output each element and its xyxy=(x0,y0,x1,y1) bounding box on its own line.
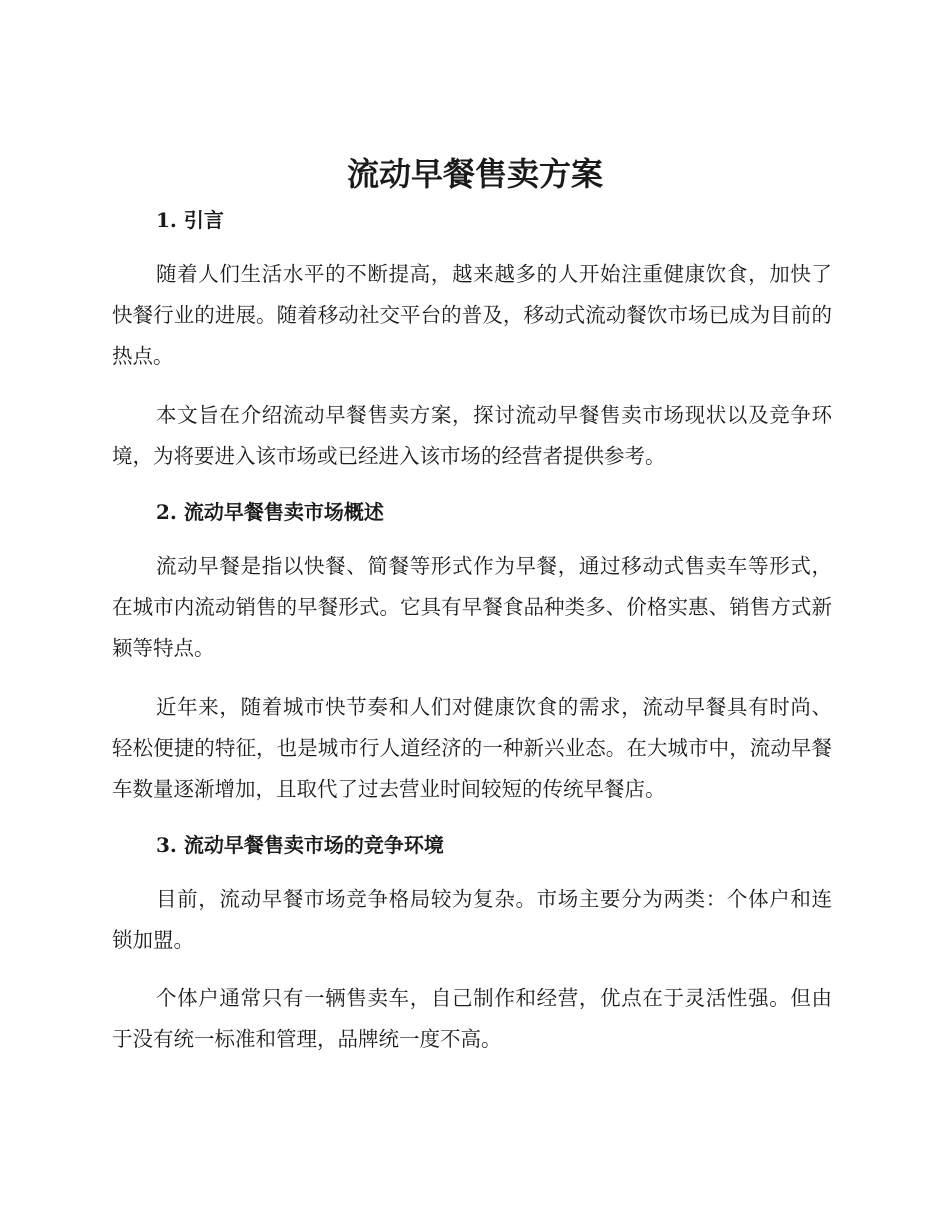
section-heading-market-overview: 2. 流动早餐售卖市场概述 xyxy=(156,500,384,524)
section-heading-competition: 3. 流动早餐售卖市场的竞争环境 xyxy=(156,833,444,857)
section-heading-introduction: 1. 引言 xyxy=(156,208,224,232)
paragraph: 流动早餐是指以快餐、简餐等形式作为早餐，通过移动式售卖车等形式，在城市内流动销售的早餐形式。它具有早餐食品种类多、价格实惠、销售方式新颖等特点。 xyxy=(112,554,832,660)
document-title: 流动早餐售卖方案 xyxy=(346,155,603,193)
paragraph: 近年来，随着城市快节奏和人们对健康饮食的需求，流动早餐具有时尚、轻松便捷的特征，也是城市行人道经济的一种新兴业态。在大城市中，流动早餐车数量逐渐增加，且取代了过去营业时间较短的传统早餐店。 xyxy=(112,695,832,801)
paragraph: 随着人们生活水平的不断提高，越来越多的人开始注重健康饮食，加快了快餐行业的进展。随着移动社交平台的普及，移动式流动餐饮市场已成为目前的热点。 xyxy=(112,262,832,368)
paragraph: 个体户通常只有一辆售卖车，自己制作和经营，优点在于灵活性强。但由于没有统一标准和管理，品牌统一度不高。 xyxy=(112,986,832,1051)
paragraph: 目前，流动早餐市场竞争格局较为复杂。市场主要分为两类：个体户和连锁加盟。 xyxy=(112,887,832,952)
paragraph: 本文旨在介绍流动早餐售卖方案，探讨流动早餐售卖市场现状以及竞争环境，为将要进入该市场或已经进入该市场的经营者提供参考。 xyxy=(112,403,832,468)
